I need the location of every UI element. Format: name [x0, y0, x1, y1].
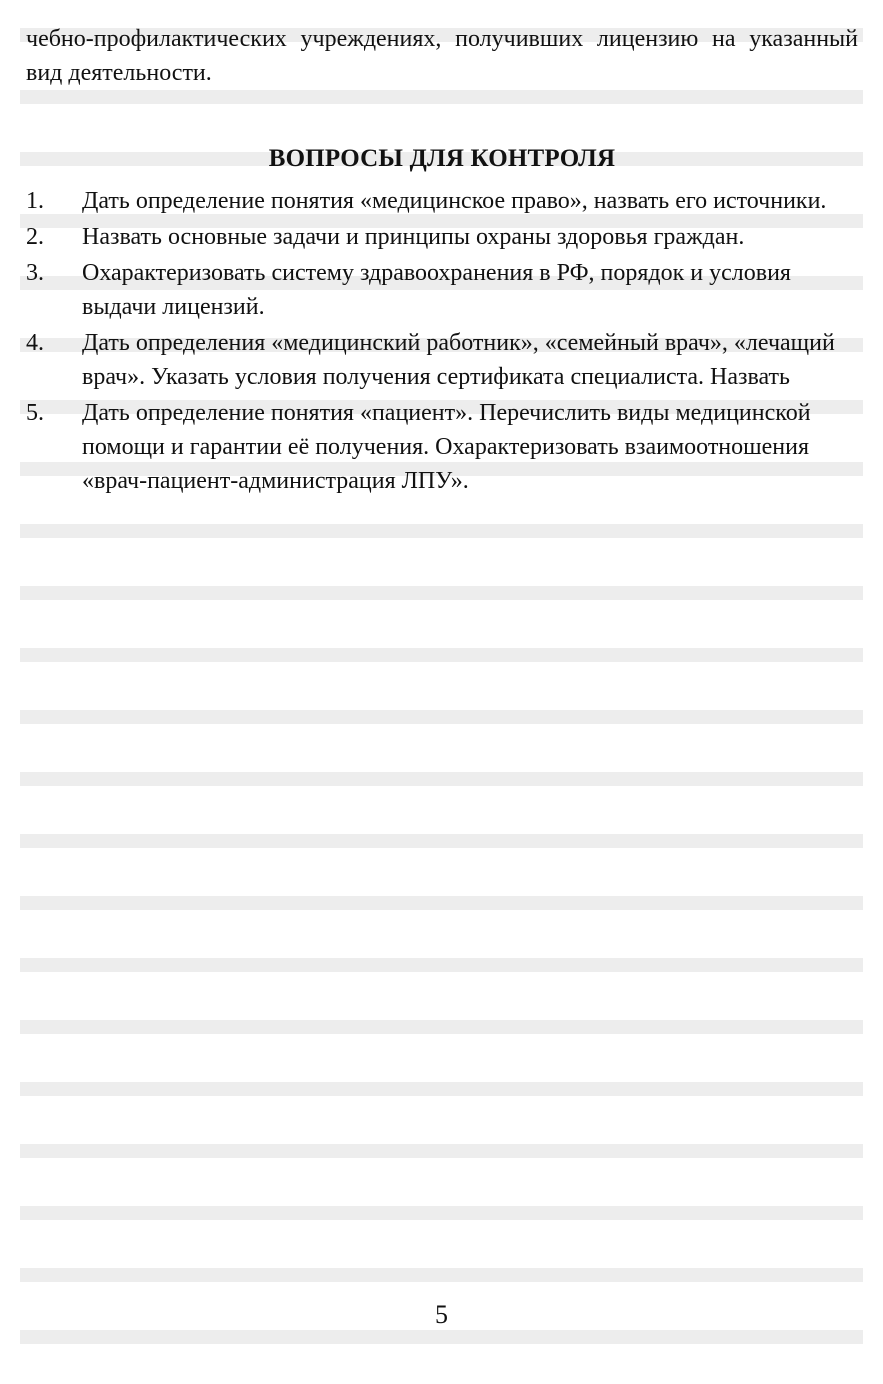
list-item — [26, 326, 858, 394]
list-item — [26, 396, 858, 498]
intro-paragraph: чебно-профилактических учреждениях, получивших лицензию на указанный вид деятельности. — [26, 26, 858, 86]
list-item — [26, 184, 858, 218]
list-item-text: Дать определение понятия «пациент». Перечислить виды медицинской помощи и гарантии её получения. Охарактеризовать взаимоотношения «врач-пациент-администрация ЛПУ». — [82, 400, 811, 494]
list-item-number: 3. — [26, 260, 44, 286]
list-item-number: 4. — [26, 330, 44, 356]
list-item-text: Назвать основные задачи и принципы охраны здоровья граждан. — [82, 224, 745, 250]
questions-list — [26, 184, 858, 498]
page-number: 5 — [435, 1300, 448, 1329]
section-heading: ВОПРОСЫ ДЛЯ КОНТРОЛЯ — [268, 145, 616, 172]
list-item-number: 5. — [26, 400, 44, 426]
list-item — [26, 256, 858, 324]
list-item-number: 2. — [26, 224, 44, 250]
main-text-block — [26, 0, 858, 500]
list-item-text: Дать определения «медицинский работник», «семейный врач», «лечащий врач». Указать условия получения сертификата специалиста. Назвать — [82, 330, 835, 390]
list-item — [26, 220, 858, 254]
list-item-text: Дать определение понятия «медицинское право», назвать его источники. — [82, 188, 827, 214]
list-item-text: Охарактеризовать систему здравоохранения в РФ, порядок и условия выдачи лицензий. — [82, 260, 791, 320]
list-item-number: 1. — [26, 188, 44, 214]
